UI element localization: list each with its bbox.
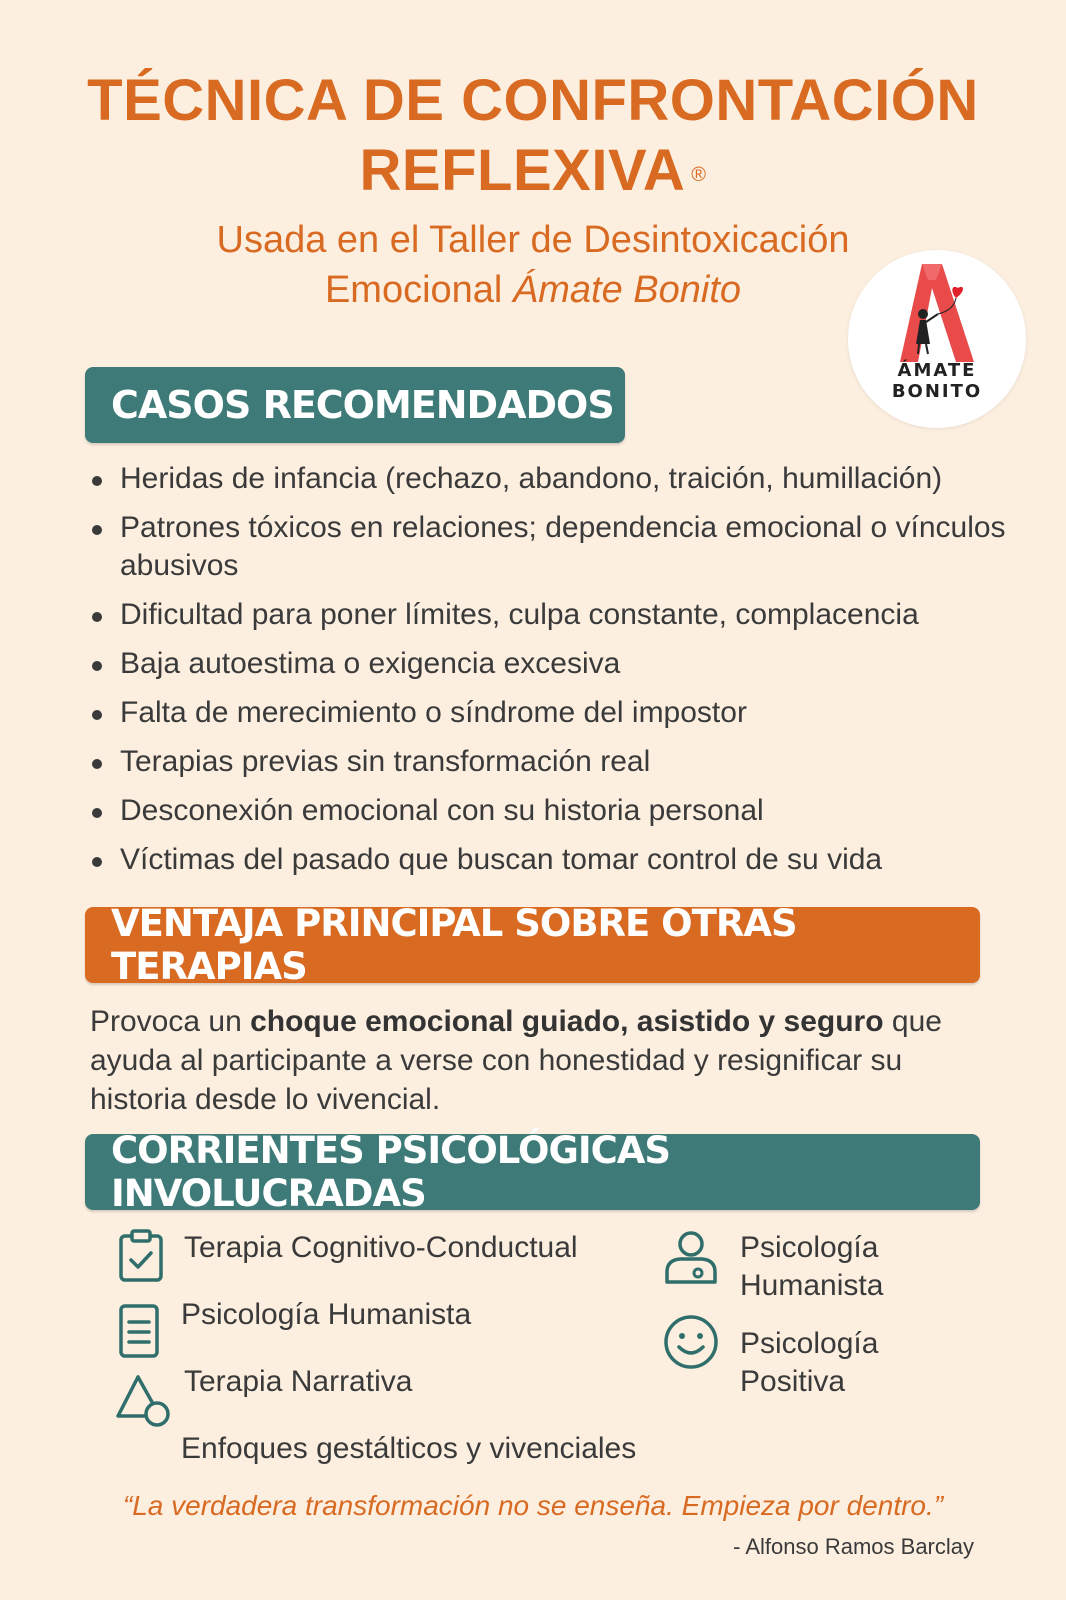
clipboard-check-icon xyxy=(116,1228,166,1284)
page-title xyxy=(0,66,1066,210)
title-line-2 xyxy=(0,136,1066,210)
list-item xyxy=(92,645,1042,683)
list-item xyxy=(92,596,1042,634)
subtitle-brand: Ámate Bonito xyxy=(512,269,742,311)
bullet-dot xyxy=(92,759,102,769)
current-item-gestalt: Enfoques gestálticos y vivenciales xyxy=(181,1432,637,1465)
list-item xyxy=(92,792,1042,830)
list-item-text: Dificultad para poner límites, culpa constante, complacencia xyxy=(120,598,919,631)
footer-quote: “La verdadera transformación no se enseña. Empieza por dentro.” xyxy=(122,1490,944,1521)
advantage-text xyxy=(90,1002,990,1119)
advantage-text-start: Provoca un xyxy=(90,1005,251,1038)
subtitle-prefix: Emocional xyxy=(324,269,513,311)
bullet-dot xyxy=(92,525,102,535)
list-item xyxy=(92,743,1042,781)
registered-mark: ® xyxy=(691,163,707,186)
list-item-text: Falta de merecimiento o síndrome del impostor xyxy=(120,696,747,729)
list-item xyxy=(92,841,1042,879)
list-item-text: Terapias previas sin transformación real xyxy=(120,745,651,778)
title-line-2-text: REFLEXIVA xyxy=(359,138,686,203)
current-item-humanist-right: Psicología Humanista xyxy=(740,1231,884,1302)
list-item-text: Baja autoestima o exigencia excesiva xyxy=(120,647,621,680)
list-item xyxy=(92,509,1042,585)
bullet-dot xyxy=(92,612,102,622)
bullet-dot xyxy=(92,710,102,720)
amate-bonito-logo xyxy=(848,250,1026,428)
advantage-text-end: que ayuda al participante a verse con honestidad y resignificar su historia desde lo vivencial. xyxy=(90,1005,942,1116)
current-item-cbt: Terapia Cognitivo-Conductual xyxy=(184,1231,578,1264)
bullet-dot xyxy=(92,808,102,818)
list-item-text: Desconexión emocional con su historia personal xyxy=(120,794,764,827)
list-item xyxy=(92,460,1042,498)
quote-author: - Alfonso Ramos Barclay xyxy=(733,1534,974,1559)
person-icon xyxy=(662,1228,720,1286)
list-item-text: Víctimas del pasado que buscan tomar control de su vida xyxy=(120,843,883,876)
cases-heading: CASOS RECOMENDADOS xyxy=(85,367,625,443)
list-item-text: Patrones tóxicos en relaciones; dependencia emocional o vínculos abusivos xyxy=(120,511,1006,582)
cases-list xyxy=(92,460,1042,890)
current-item-narrative: Terapia Narrativa xyxy=(184,1365,413,1398)
advantage-heading: VENTAJA PRINCIPAL SOBRE OTRAS TERAPIAS xyxy=(85,907,980,983)
current-item-positive: Psicología Positiva xyxy=(740,1327,879,1398)
advantage-text-bold: choque emocional guiado, asistido y seguro xyxy=(250,1005,884,1038)
bullet-dot xyxy=(92,857,102,867)
logo-text-line-1: ÁMATE xyxy=(897,360,977,381)
bullet-dot xyxy=(92,661,102,671)
document-list-icon xyxy=(116,1302,162,1360)
title-line-1: TÉCNICA DE CONFRONTACIÓN xyxy=(87,68,979,133)
smiley-icon xyxy=(661,1312,721,1372)
logo-text-line-2: BONITO xyxy=(891,381,983,402)
subtitle-line-1: Usada en el Taller de Desintoxicación xyxy=(216,219,850,261)
bullet-dot xyxy=(92,476,102,486)
list-item-text: Heridas de infancia (rechazo, abandono, traición, humillación) xyxy=(120,462,943,495)
current-item-humanist-left: Psicología Humanista xyxy=(181,1298,472,1331)
triangle-circle-icon xyxy=(112,1372,174,1430)
list-item xyxy=(92,694,1042,732)
currents-heading: CORRIENTES PSICOLÓGICAS INVOLUCRADAS xyxy=(85,1134,980,1210)
girl-with-heart-balloon-logo-icon xyxy=(892,258,982,368)
